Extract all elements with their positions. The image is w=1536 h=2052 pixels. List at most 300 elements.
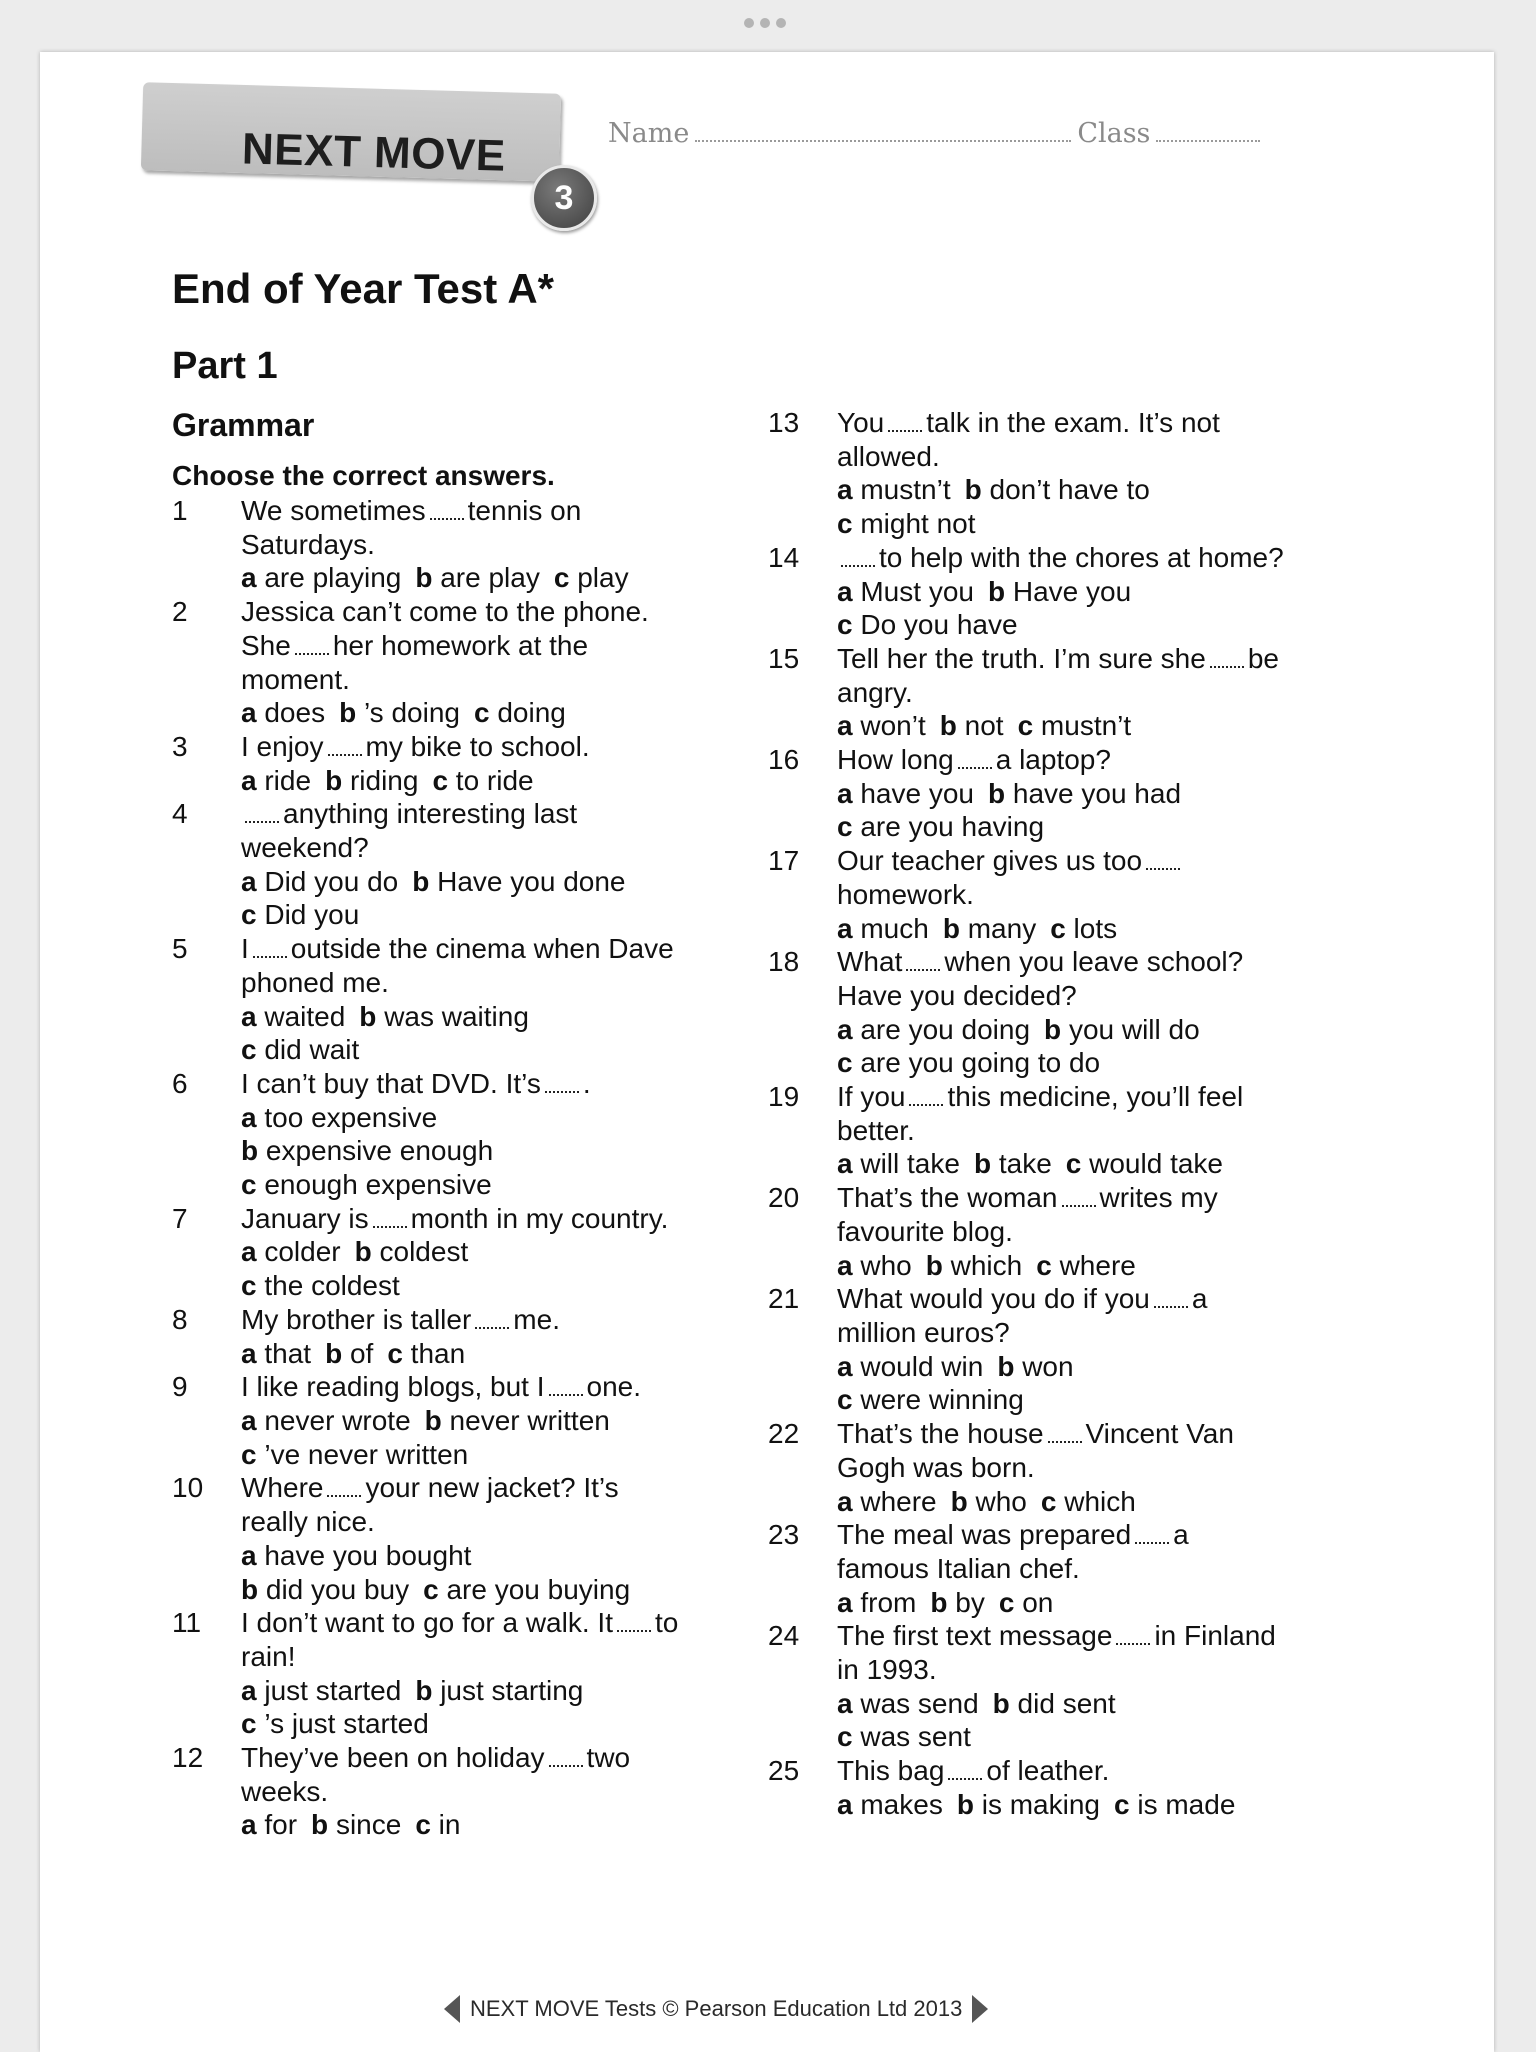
question-stem	[241, 1202, 692, 1236]
options-row	[241, 561, 692, 595]
option-text: might not	[860, 508, 976, 540]
answer-option[interactable]	[837, 1789, 943, 1820]
answer-blank[interactable]	[1048, 1440, 1082, 1443]
option-text: on	[1022, 1586, 1054, 1618]
option-text: never wrote	[264, 1404, 411, 1436]
answer-option[interactable]	[974, 1148, 1052, 1179]
question-item	[768, 541, 1288, 642]
option-text: Have you	[1012, 575, 1132, 607]
options-row	[241, 1337, 692, 1371]
question-stem	[837, 642, 1288, 709]
option-text: are you doing	[860, 1013, 1031, 1045]
options-row	[241, 1101, 692, 1135]
option-letter: b	[359, 1000, 377, 1032]
options-row	[241, 1573, 692, 1607]
option-letter: a	[837, 1350, 853, 1382]
option-text: just started	[264, 1674, 402, 1706]
answer-blank[interactable]	[1116, 1642, 1150, 1645]
option-letter: c	[837, 508, 853, 540]
answer-option[interactable]	[241, 1405, 411, 1436]
option-letter: a	[241, 697, 257, 729]
footer-copyright: NEXT MOVE Tests © Pearson Education Ltd 2013	[470, 1996, 963, 2021]
option-letter: c	[1065, 1148, 1082, 1180]
question-number: 2	[172, 596, 188, 628]
option-letter: b	[415, 562, 433, 594]
question-item	[768, 1619, 1288, 1754]
answer-blank[interactable]	[245, 820, 279, 823]
option-letter: c	[837, 1047, 853, 1079]
questions-column-left	[172, 494, 692, 1842]
option-letter: b	[325, 1337, 343, 1369]
option-letter: a	[837, 1485, 853, 1517]
question-text-after: month in my country.	[410, 1202, 669, 1234]
question-stem	[837, 945, 1288, 1012]
answer-option[interactable]	[241, 866, 398, 897]
option-text: to ride	[455, 764, 534, 796]
option-letter: a	[241, 1404, 257, 1436]
question-number: 4	[172, 798, 188, 830]
question-text-before: You	[837, 407, 885, 438]
question-stem	[241, 932, 692, 999]
answer-blank[interactable]	[327, 1494, 361, 1497]
class-field-dots	[1156, 139, 1260, 142]
option-letter: c	[553, 562, 570, 594]
answer-blank[interactable]	[253, 955, 287, 958]
option-letter: c	[1017, 710, 1034, 742]
option-letter: c	[241, 1034, 257, 1066]
answer-blank[interactable]	[948, 1777, 982, 1780]
option-text: where	[1059, 1249, 1136, 1281]
question-item	[172, 595, 692, 730]
option-letter: b	[354, 1236, 372, 1268]
page-menu-dots[interactable]	[744, 18, 786, 28]
question-item	[172, 932, 692, 1067]
answer-option[interactable]	[241, 1001, 345, 1032]
option-text: are you buying	[446, 1573, 631, 1605]
option-letter: b	[950, 1485, 968, 1517]
answer-blank[interactable]	[958, 766, 992, 769]
answer-option[interactable]	[1114, 1789, 1235, 1820]
question-item	[768, 844, 1288, 945]
options-row	[837, 1249, 1288, 1283]
option-letter: a	[241, 764, 257, 796]
answer-option[interactable]	[241, 697, 325, 728]
answer-option[interactable]	[837, 1014, 1030, 1045]
option-letter: b	[992, 1687, 1010, 1719]
question-number: 9	[172, 1371, 188, 1403]
option-text: that	[264, 1337, 312, 1369]
options-row	[837, 507, 1288, 541]
question-number: 23	[768, 1519, 800, 1551]
question-number: 8	[172, 1303, 188, 1335]
option-letter: c	[241, 1270, 257, 1302]
options-row	[837, 912, 1288, 946]
option-text: was sent	[860, 1721, 971, 1753]
option-text: is made	[1137, 1788, 1236, 1820]
question-text-before: Our teacher gives us too	[837, 845, 1143, 877]
option-letter: a	[837, 777, 853, 809]
option-text: for	[264, 1809, 298, 1841]
answer-blank[interactable]	[1154, 1305, 1188, 1308]
question-item	[172, 1471, 692, 1606]
answer-option[interactable]	[241, 1270, 400, 1301]
question-text-before: The first text message	[837, 1620, 1113, 1652]
question-text-before: This bag	[837, 1755, 945, 1787]
answer-option[interactable]	[837, 710, 926, 741]
options-row	[241, 1134, 692, 1168]
answer-option[interactable]	[837, 778, 974, 809]
question-text-after: tennis on Saturdays.	[241, 495, 582, 560]
question-stem	[837, 743, 1288, 777]
option-letter: b	[964, 474, 982, 506]
question-text-after: writes my favourite blog.	[837, 1182, 1218, 1247]
answer-blank[interactable]	[545, 1090, 579, 1093]
question-stem	[241, 1067, 692, 1101]
question-item	[172, 730, 692, 797]
question-item	[172, 1202, 692, 1303]
option-text: by	[955, 1586, 985, 1618]
question-text-before: I can’t buy that DVD. It’s	[241, 1067, 541, 1099]
answer-option[interactable]	[311, 1809, 401, 1840]
answer-option[interactable]	[993, 1688, 1116, 1719]
question-number: 14	[768, 541, 800, 573]
question-stem	[837, 1080, 1288, 1147]
question-text-after: this medicine, you’ll feel better.	[837, 1081, 1244, 1146]
option-text: did wait	[264, 1034, 360, 1066]
question-text-before: My brother is taller	[241, 1303, 472, 1335]
option-letter: c	[837, 1721, 853, 1753]
options-row	[837, 810, 1288, 844]
answer-option[interactable]	[837, 1486, 937, 1517]
answer-option[interactable]	[241, 1540, 471, 1571]
page-title: End of Year Test A*	[172, 265, 554, 312]
option-letter: a	[837, 1249, 853, 1281]
answer-option[interactable]	[837, 1351, 983, 1382]
answer-blank[interactable]	[841, 564, 875, 567]
option-text: will take	[860, 1148, 960, 1180]
question-stem	[241, 730, 692, 764]
answer-option[interactable]	[988, 778, 1181, 809]
option-letter: b	[241, 1573, 259, 1605]
answer-option[interactable]	[241, 1574, 409, 1605]
option-letter: c	[1036, 1249, 1052, 1281]
option-text: is making	[981, 1788, 1100, 1820]
question-item	[768, 1417, 1288, 1518]
question-stem	[241, 1471, 692, 1538]
answer-option[interactable]	[241, 1034, 359, 1065]
answer-blank[interactable]	[906, 968, 940, 971]
answer-option[interactable]	[241, 1809, 297, 1840]
option-letter: c	[1040, 1485, 1057, 1517]
question-stem	[241, 1370, 692, 1404]
question-number: 12	[172, 1742, 204, 1774]
answer-option[interactable]	[999, 1587, 1054, 1618]
answer-option[interactable]	[1036, 1250, 1136, 1281]
answer-option[interactable]	[554, 562, 629, 593]
answer-option[interactable]	[837, 1250, 912, 1281]
option-letter: b	[973, 1148, 992, 1180]
options-row	[837, 1046, 1288, 1080]
question-text-after: her homework at the moment.	[241, 629, 589, 695]
options-row	[241, 1000, 692, 1034]
options-row	[837, 777, 1288, 811]
option-letter: a	[837, 1148, 853, 1180]
question-text-after: homework.	[837, 878, 974, 910]
answer-option[interactable]	[415, 1809, 460, 1840]
answer-option[interactable]	[837, 1384, 1024, 1415]
answer-option[interactable]	[1018, 710, 1132, 741]
option-text: have you bought	[264, 1539, 472, 1571]
answer-option[interactable]	[241, 562, 401, 593]
previous-page-icon[interactable]	[444, 1995, 460, 2023]
answer-blank[interactable]	[1062, 1204, 1096, 1207]
answer-blank[interactable]	[617, 1629, 651, 1632]
answer-option[interactable]	[1066, 1148, 1223, 1179]
option-letter: b	[925, 1249, 943, 1281]
option-text: the coldest	[264, 1270, 400, 1302]
option-text: too expensive	[264, 1101, 438, 1133]
options-row	[837, 575, 1288, 609]
answer-blank[interactable]	[373, 1225, 407, 1228]
answer-option[interactable]	[951, 1486, 1027, 1517]
option-letter: c	[1113, 1788, 1130, 1820]
option-letter: c	[1050, 912, 1066, 944]
answer-option[interactable]	[837, 576, 974, 607]
question-text-after: a million euros?	[837, 1283, 1208, 1348]
answer-option[interactable]	[359, 1001, 529, 1032]
option-text: just starting	[440, 1674, 584, 1706]
question-text-before: Jessica can’t come to the phone. She	[241, 596, 649, 661]
options-row	[241, 764, 692, 798]
answer-option[interactable]	[325, 1338, 373, 1369]
answer-option[interactable]	[837, 811, 1044, 842]
options-row	[241, 1539, 692, 1573]
options-row	[837, 608, 1288, 642]
option-text: which	[950, 1249, 1023, 1281]
answer-blank[interactable]	[909, 1103, 943, 1106]
option-text: mustn’t	[860, 474, 951, 506]
logo-text: NEXT MOVE	[241, 124, 507, 181]
options-row	[837, 1586, 1288, 1620]
answer-option[interactable]	[241, 1102, 437, 1133]
answer-option[interactable]	[1041, 1486, 1136, 1517]
answer-option[interactable]	[412, 866, 625, 897]
answer-option[interactable]	[241, 1236, 341, 1267]
option-letter: b	[930, 1586, 948, 1618]
question-number: 24	[768, 1620, 800, 1652]
answer-option[interactable]	[241, 1169, 492, 1200]
option-text: ’ve never written	[264, 1438, 469, 1470]
option-text: where	[860, 1485, 937, 1517]
answer-option[interactable]	[1050, 913, 1117, 944]
answer-option[interactable]	[837, 913, 929, 944]
answer-blank[interactable]	[295, 652, 329, 655]
answer-option[interactable]	[837, 508, 976, 539]
option-letter: a	[241, 1101, 257, 1133]
question-text-after: when you leave school? Have you decided?	[837, 946, 1244, 1011]
question-stem	[837, 1181, 1288, 1248]
question-text-before: That’s the woman	[837, 1182, 1058, 1214]
option-letter: c	[837, 1384, 853, 1416]
question-text-after: one.	[586, 1371, 642, 1403]
answer-blank[interactable]	[549, 1764, 583, 1767]
answer-option[interactable]	[241, 899, 359, 930]
options-row	[241, 1674, 692, 1708]
option-text: waited	[264, 1000, 346, 1032]
answer-option[interactable]	[837, 1047, 1100, 1078]
options-row	[241, 1033, 692, 1067]
answer-option[interactable]	[930, 1587, 984, 1618]
option-text: play	[577, 562, 629, 594]
question-number: 11	[172, 1607, 202, 1639]
answer-option[interactable]	[432, 765, 533, 796]
options-row	[837, 1788, 1288, 1822]
answer-blank[interactable]	[430, 517, 464, 520]
question-number: 15	[768, 642, 800, 674]
option-text: would take	[1089, 1148, 1224, 1180]
question-number: 16	[768, 744, 800, 776]
option-text: ’s just started	[264, 1708, 429, 1740]
question-item	[768, 1518, 1288, 1619]
question-text-before: We sometimes	[241, 495, 426, 526]
option-letter: a	[837, 1687, 853, 1719]
question-text-after: of leather.	[986, 1755, 1110, 1787]
answer-option[interactable]	[837, 1688, 979, 1719]
answer-option[interactable]	[957, 1789, 1100, 1820]
question-item	[768, 1181, 1288, 1282]
question-number: 13	[768, 407, 800, 438]
answer-option[interactable]	[425, 1405, 610, 1436]
answer-option[interactable]	[943, 913, 1036, 944]
question-number: 6	[172, 1067, 188, 1099]
question-stem	[837, 844, 1288, 911]
question-number: 18	[768, 946, 800, 978]
answer-option[interactable]	[387, 1338, 465, 1369]
option-text: enough expensive	[264, 1169, 492, 1201]
option-text: you will do	[1068, 1013, 1200, 1045]
answer-option[interactable]	[241, 1439, 468, 1470]
options-row	[837, 473, 1288, 507]
options-row	[241, 1269, 692, 1303]
answer-option[interactable]	[837, 1148, 960, 1179]
option-text: ride	[264, 764, 312, 796]
page-footer	[444, 1995, 988, 2023]
option-text: ’s doing	[363, 697, 460, 729]
option-text: of	[349, 1337, 374, 1369]
option-text: does	[264, 697, 326, 729]
option-text: who	[860, 1249, 912, 1281]
option-letter: b	[939, 710, 957, 742]
answer-option[interactable]	[837, 1721, 971, 1752]
answer-option[interactable]	[355, 1236, 469, 1267]
option-letter: a	[241, 1809, 257, 1841]
answer-option[interactable]	[325, 765, 418, 796]
question-item	[768, 1754, 1288, 1821]
answer-option[interactable]	[837, 1587, 916, 1618]
question-item	[768, 945, 1288, 1080]
option-text: expensive enough	[265, 1135, 494, 1167]
answer-option[interactable]	[241, 1135, 493, 1166]
answer-option[interactable]	[926, 1250, 1022, 1281]
answer-blank[interactable]	[475, 1326, 509, 1329]
option-letter: a	[837, 575, 853, 607]
question-text-before: They’ve been on holiday	[241, 1742, 545, 1774]
answer-option[interactable]	[997, 1351, 1073, 1382]
answer-option[interactable]	[474, 697, 566, 728]
answer-blank[interactable]	[549, 1393, 583, 1396]
option-text: take	[998, 1148, 1052, 1180]
option-letter: c	[423, 1573, 439, 1605]
question-stem	[837, 1518, 1288, 1585]
answer-option[interactable]	[1044, 1014, 1200, 1045]
answer-option[interactable]	[837, 609, 1018, 640]
answer-option[interactable]	[241, 1708, 429, 1739]
option-letter: a	[241, 1337, 257, 1369]
options-row	[241, 1707, 692, 1741]
option-letter: c	[473, 697, 490, 729]
question-text-after: my bike to school.	[365, 730, 590, 762]
logo-level-badge: 3	[531, 165, 597, 231]
option-letter: a	[837, 474, 853, 506]
question-text-before: January is	[241, 1202, 369, 1234]
question-stem	[241, 1741, 692, 1808]
answer-option[interactable]	[965, 474, 1150, 505]
answer-option[interactable]	[837, 474, 951, 505]
answer-option[interactable]	[241, 765, 311, 796]
option-letter: a	[837, 912, 853, 944]
answer-option[interactable]	[415, 562, 540, 593]
option-text: makes	[860, 1788, 943, 1820]
option-letter: a	[241, 1000, 257, 1032]
question-item	[768, 642, 1288, 743]
answer-blank[interactable]	[1146, 867, 1180, 870]
answer-option[interactable]	[988, 576, 1131, 607]
option-letter: c	[415, 1809, 431, 1841]
question-text-after: anything interesting last weekend?	[241, 798, 578, 864]
name-label: Name	[608, 118, 690, 149]
question-text-before: What	[837, 946, 903, 978]
option-text: would win	[860, 1350, 984, 1382]
answer-blank[interactable]	[328, 753, 362, 756]
options-row	[241, 1438, 692, 1472]
answer-blank[interactable]	[1135, 1541, 1169, 1544]
answer-option[interactable]	[241, 1338, 311, 1369]
answer-blank[interactable]	[1210, 665, 1244, 668]
answer-option[interactable]	[241, 1675, 401, 1706]
question-text-after: Vincent Van Gogh was born.	[837, 1418, 1234, 1483]
option-letter: a	[241, 1539, 257, 1571]
answer-option[interactable]	[339, 697, 460, 728]
option-letter: b	[987, 575, 1006, 607]
option-letter: c	[241, 899, 257, 931]
option-letter: b	[424, 1404, 442, 1436]
question-number: 19	[768, 1081, 800, 1113]
class-label: Class	[1077, 118, 1151, 149]
option-text: much	[860, 912, 929, 944]
option-letter: b	[956, 1788, 974, 1820]
options-row	[837, 1720, 1288, 1754]
options-row	[837, 1383, 1288, 1417]
option-letter: c	[837, 811, 853, 843]
answer-option[interactable]	[415, 1675, 583, 1706]
answer-option[interactable]	[423, 1574, 630, 1605]
options-row	[241, 696, 692, 730]
option-letter: a	[837, 1013, 853, 1045]
name-class-line	[608, 118, 1266, 149]
next-page-icon[interactable]	[972, 1995, 988, 2023]
answer-option[interactable]	[940, 710, 1004, 741]
answer-blank[interactable]	[888, 429, 922, 432]
